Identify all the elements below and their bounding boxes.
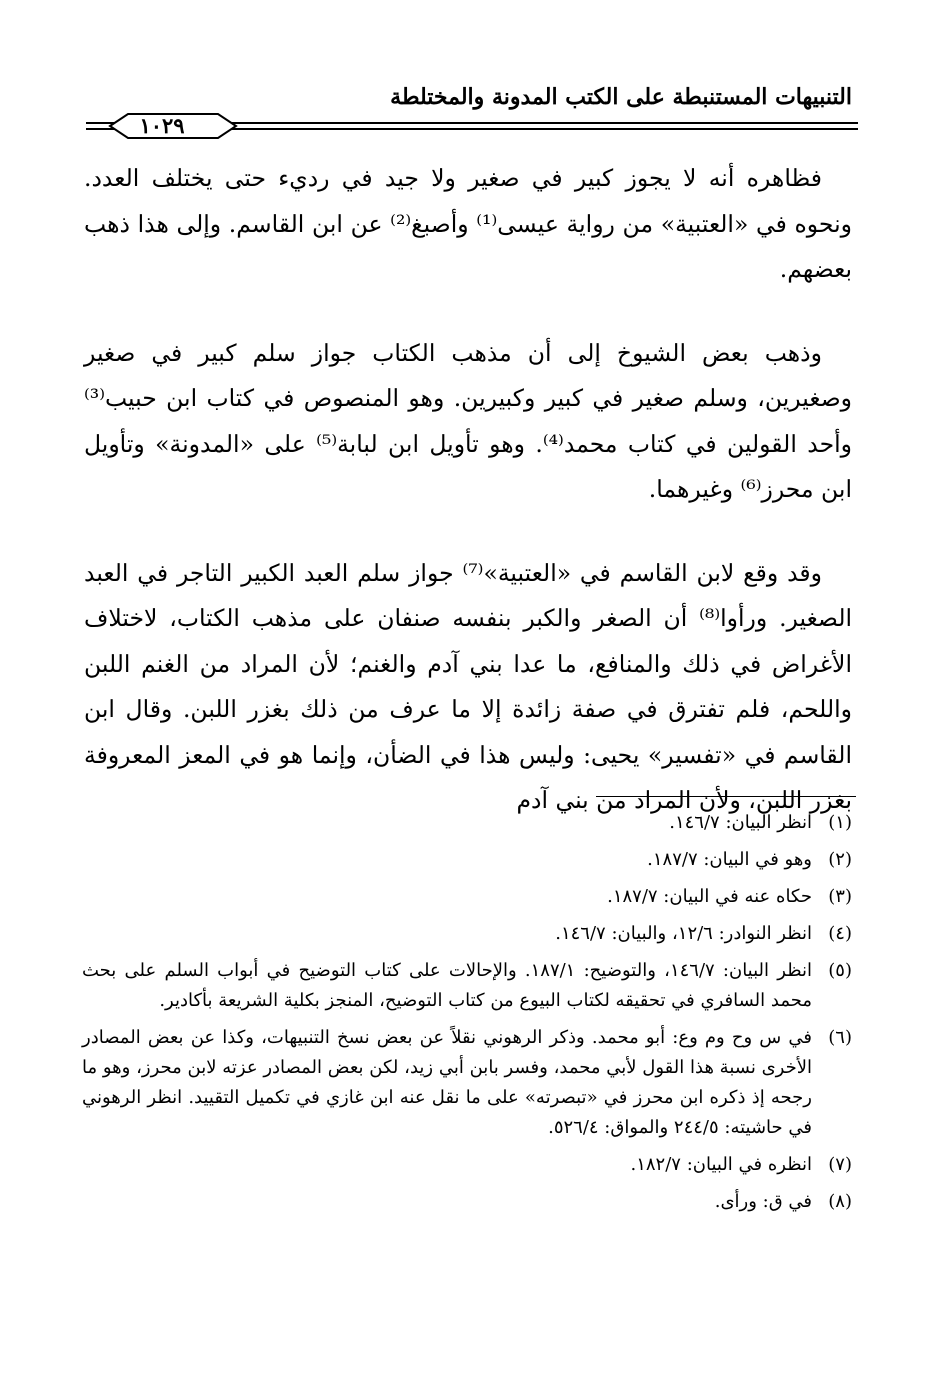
paragraph: وقد وقع لابن القاسم في «العتبية»⁽⁷⁾ جواز سلم العبد الكبير التاجر في العبد الصغير. ورأوا⁽⁸⁾ أن الصغر والكبر بنفسه صنفان على مذهب الكتاب، لاختلاف الأغراض في ذلك والمنافع، ما عدا بني آدم والغنم؛ لأن المراد من الغنم اللبن واللحم، فلم تفترق في صفة زائدة إلا ما عرف من ذلك بغزر اللبن. وقال ابن القاسم في «تفسير» يحيى: وليس هذا في الضأن، وإنما هو في المعز المعروفة بغزر اللبن، ولأن المراد من بني آدم: [84, 558, 853, 814]
footnote-text: انظر النوادر: ١٢/٦، والبيان: ١٤٦/٧.: [555, 923, 812, 944]
header-rule: [86, 112, 858, 142]
footnote: [82, 882, 852, 912]
main-text: [84, 156, 852, 824]
footnote-text: انظر البيان: ١٤٦/٧.: [669, 812, 812, 833]
footnote-number: (٢): [828, 849, 852, 870]
paragraph: فظاهره أنه لا يجوز كبير في صغير ولا جيد في رديء حتى يختلف العدد. ونحوه في «العتبية» من رواية عيسى⁽¹⁾ وأصبغ⁽²⁾ عن ابن القاسم. وإلى هذا ذهب بعضهم.: [84, 164, 852, 283]
footnote-text: حكاه عنه في البيان: ١٨٧/٧.: [607, 886, 812, 907]
footnote-separator: [596, 796, 856, 797]
footnote: [82, 808, 852, 838]
page-number: ١٠٢٩: [139, 113, 185, 138]
footnote-text: انظره في البيان: ١٨٢/٧.: [630, 1154, 812, 1175]
footnote-text: في ق: ورأى.: [714, 1191, 812, 1212]
footnote: [82, 956, 852, 1016]
footnotes: [82, 808, 852, 1224]
footnote-number: (١): [828, 812, 852, 833]
footnote-text: في س وح وم وع: أبو محمد. وذكر الرهوني نقلاً عن بعض نسخ التنبيهات، وكذا عن بعض المصادر الأخرى نسبة هذا القول لأبي محمد، وفسر بابن أبي زيد، لكن بعض المصادر عزته لابن محرز، وهو ما رجحه إذ ذكره ابن محرز في «تبصرته» على ما نقل عنه ابن غازي في تكميل التقييد. انظر الرهوني في حاشيته: ٢٤٤/٥ والمواق: ٥٢٦/٤.: [82, 1027, 812, 1138]
footnote: [82, 1023, 852, 1143]
footnote-number: (٥): [828, 960, 852, 981]
footnote-text: وهو في البيان: ١٨٧/٧.: [647, 849, 812, 870]
footnote: [82, 1150, 852, 1180]
footnote-number: (٣): [828, 886, 852, 907]
footnote-number: (٧): [828, 1154, 852, 1175]
footnote: [82, 845, 852, 875]
footnote-text: انظر البيان: ١٤٦/٧، والتوضيح: ١٨٧/١. والإحالات على كتاب التوضيح في أبواب السلم على بحث محمد السافري في تحقيقه لكتاب البيوع من كتاب التوضيح، المنجز بكلية الشريعة بأكادير.: [82, 960, 812, 1011]
footnote-number: (٤): [828, 923, 852, 944]
footnote: [82, 1187, 852, 1217]
footnote-number: (٦): [828, 1027, 852, 1048]
running-title: التنبيهات المستنبطة على الكتب المدونة والمختلطة: [390, 84, 852, 110]
footnote: [82, 919, 852, 949]
paragraph: وذهب بعض الشيوخ إلى أن مذهب الكتاب جواز سلم كبير في صغير وصغيرين، وسلم صغير في كبير وكبيرين. وهو المنصوص في كتاب ابن حبيب⁽³⁾ وأحد القولين في كتاب محمد⁽⁴⁾. وهو تأويل ابن لبابة⁽⁵⁾ على «المدونة» وتأويل ابن محرز⁽⁶⁾ وغيرهما.: [84, 338, 852, 503]
footnote-number: (٨): [828, 1191, 852, 1212]
